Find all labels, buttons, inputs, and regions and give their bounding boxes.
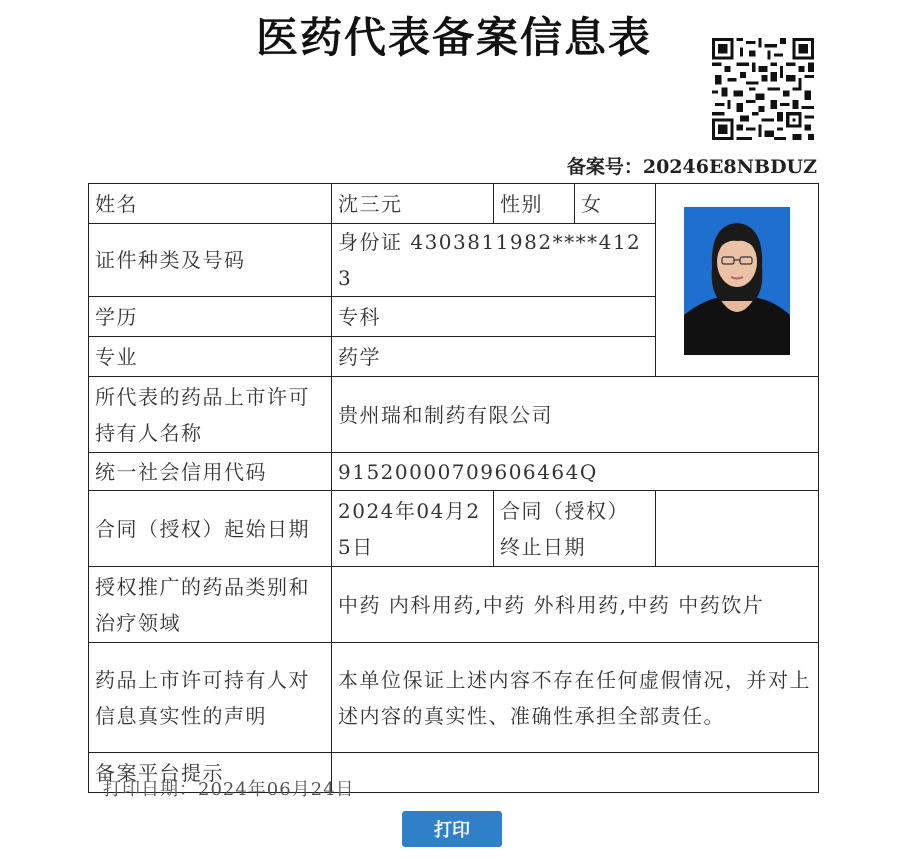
print-date-value: 2024年06月24日 [198,779,355,800]
name-label: 姓名 [89,184,332,224]
name-value: 沈三元 [332,184,494,224]
table-row [89,377,819,453]
info-table [88,183,819,793]
category-value: 中药 内科用药,中药 外科用药,中药 中药饮片 [332,567,819,643]
photo-cell [656,184,819,377]
credit-code-value: 91520000709606464Q [332,453,819,491]
contract-start-label: 合同（授权）起始日期 [89,491,332,567]
record-number [567,152,817,179]
major-value: 药学 [332,337,656,377]
holder-value: 贵州瑞和制药有限公司 [332,377,819,453]
category-label: 授权推广的药品类别和治疗领域 [89,567,332,643]
credit-code-label: 统一社会信用代码 [89,453,332,491]
table-row [89,184,819,224]
id-label: 证件种类及号码 [89,224,332,297]
statement-value: 本单位保证上述内容不存在任何虚假情况，并对上述内容的真实性、准确性承担全部责任。 [332,643,819,753]
contract-start-value: 2024年04月25日 [332,491,494,567]
contract-end-label: 合同（授权）终止日期 [494,491,656,567]
qr-code [712,38,814,140]
id-value: 身份证 4303811982****4123 [332,224,656,297]
print-date-label: 打印日期： [103,779,198,800]
holder-label: 所代表的药品上市许可持有人名称 [89,377,332,453]
table-row [89,643,819,753]
platform-hint-label: 备案平台提示 [89,753,332,793]
contract-end-value [656,491,819,567]
education-label: 学历 [89,297,332,337]
statement-label: 药品上市许可持有人对信息真实性的声明 [89,643,332,753]
table-row [89,567,819,643]
print-date [103,775,355,801]
gender-label: 性别 [494,184,575,224]
table-row [89,491,819,567]
print-button[interactable]: 打印 [402,811,502,847]
record-number-label: 备案号： [566,156,643,178]
page-title: 医药代表备案信息表 [255,13,652,62]
education-value: 专科 [332,297,656,337]
platform-hint-value [332,753,819,793]
table-row [89,453,819,491]
major-label: 专业 [89,337,332,377]
record-number-value: 20246E8NBDUZ [642,156,817,178]
gender-value: 女 [575,184,656,224]
portrait-photo [684,207,790,355]
